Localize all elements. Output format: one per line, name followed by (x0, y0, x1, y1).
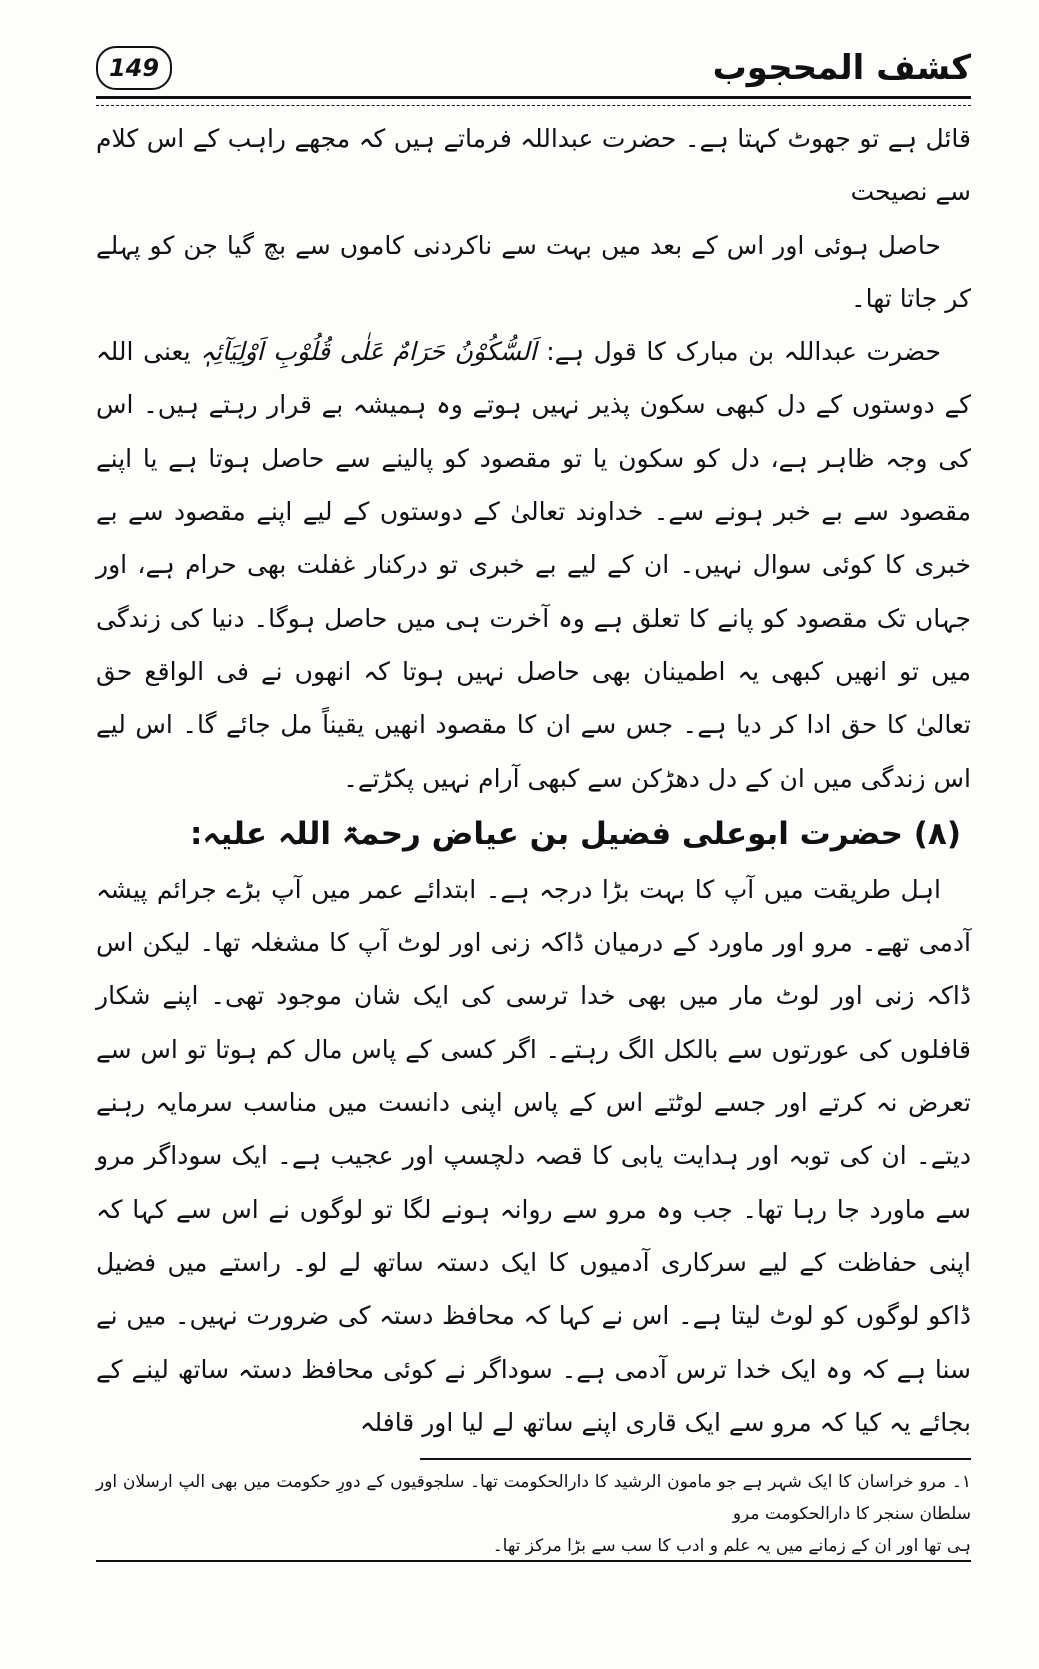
paragraph-2-text: یعنی اللہ کے دوستوں کے دل کبھی سکون پذیر نہیں ہوتے وہ ہمیشہ بے قرار رہتے ہیں۔ اس کی وجہ ظاہر ہے، دل کو سکون یا تو مقصود کو پالینے سے حاصل ہوتا ہے یا اپنے مقصود سے بے خبر ہونے سے۔ خداوند تعالیٰ کے دوستوں کے لیے اپنے مقصود سے بے خبری کا کوئی سوال نہیں۔ ان کے لیے بے خبری تو درکنار غفلت بھی حرام ہے، اور جہاں تک مقصود کو پانے کا تعلق ہے وہ آخرت ہی میں حاصل ہوگا۔ دنیا کی زندگی میں تو انھیں کبھی یہ اطمینان بھی حاصل نہیں ہوتا کہ انھوں نے فی الواقع حق تعالیٰ کا حق ادا کر دیا ہے۔ جس سے ان کا مقصود انھیں یقیناً مل جائے گا۔ اس لیے اس زندگی میں ان کے دل دھڑکن سے کبھی آرام نہیں پکڑتے۔ (96, 337, 971, 793)
paragraph-3: اہل طریقت میں آپ کا بہت بڑا درجہ ہے۔ ابتدائے عمر میں آپ بڑے جرائم پیشہ آدمی تھے۔ مرو اور ماورد کے درمیان ڈاکہ زنی اور لوٹ آپ کا مشغلہ تھا۔ لیکن اس ڈاکہ زنی اور لوٹ مار میں بھی خدا ترسی کی ایک شان موجود تھی۔ اپنے شکار قافلوں کی عورتوں سے بالکل الگ رہتے۔ اگر کسی کے پاس مال کم ہوتا تو اس سے تعرض نہ کرتے اور جسے لوٹتے اس کے پاس اپنی دانست میں مناسب سرمایہ رہنے دیتے۔ ان کی توبہ اور ہدایت یابی کا قصہ دلچسپ اور عجیب ہے۔ ایک سوداگر مرو سے ماورد جا رہا تھا۔ جب وہ مرو سے روانہ ہونے لگا تو لوگوں نے اس سے کہا کہ اپنی حفاظت کے لیے سرکاری آدمیوں کا ایک دستہ ساتھ لے لو۔ راستے میں فضیل ڈاکو لوگوں کو لوٹ لیتا ہے۔ اس نے کہا کہ محافظ دستہ کی ضرورت نہیں۔ میں نے سنا ہے کہ وہ ایک خدا ترس آدمی ہے۔ سوداگر نے کوئی محافظ دستہ ساتھ لینے کے بجائے یہ کیا کہ مرو سے ایک قاری اپنے ساتھ لے لیا اور قافلہ (96, 874, 971, 1437)
arabic-quote: اَلسُّکُوْنُ حَرَامٌ عَلٰی قُلُوْبِ اَوْلِیَآئِہٖ (200, 337, 537, 367)
footer-divider (96, 1560, 971, 1562)
footnote-line-1: ۱۔ مرو خراسان کا ایک شہر ہے جو مامون الرشید کا دارالحکومت تھا۔ سلجوقیوں کے دورِ حکومت میں بھی الپ ارسلان اور سلطان سنجر کا دارالحکومت مرو (96, 1472, 971, 1524)
page-number: 149 (96, 46, 172, 90)
header-divider (96, 96, 971, 106)
footnote-line-2: ہی تھا اور ان کے زمانے میں یہ علم و ادب کا سب سے بڑا مرکز تھا۔ (492, 1536, 971, 1556)
footnote-divider (420, 1458, 971, 1460)
book-title: کشف المحجوب (712, 48, 971, 88)
paragraph-1-line-2: حاصل ہوئی اور اس کے بعد میں بہت سے ناکردنی کاموں سے بچ گیا جن کو پہلے کر جاتا تھا۔ (96, 230, 971, 313)
paragraph-1-line-1: قائل ہے تو جھوٹ کہتا ہے۔ حضرت عبداللہ فرماتے ہیں کہ مجھے راہب کے اس کلام سے نصیحت (96, 124, 971, 207)
main-text (96, 112, 971, 1449)
paragraph-2-intro: حضرت عبداللہ بن مبارک کا قول ہے: (546, 337, 941, 367)
section-heading: (۸) حضرت ابوعلی فضیل بن عیاض رحمۃ اللہ علیہ: (190, 815, 961, 852)
page-header (96, 46, 971, 90)
paragraph-2 (96, 325, 971, 805)
footnote (96, 1466, 971, 1562)
